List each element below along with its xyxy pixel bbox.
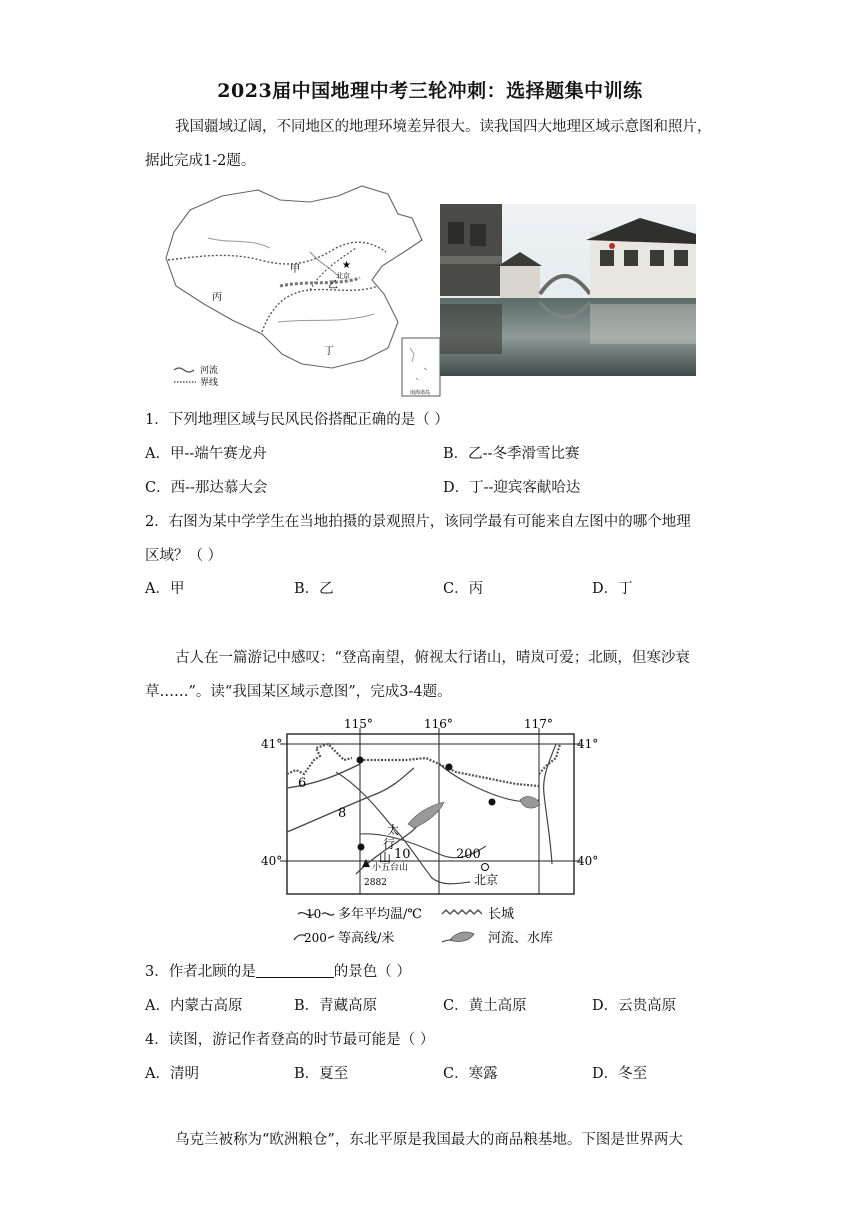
beijing-region-map	[256, 714, 608, 946]
question-1-option-a[interactable]: A．甲--端午赛龙舟	[145, 446, 267, 462]
intro-paragraph-1-line-2: 据此完成1-2题。	[145, 153, 256, 169]
legend-wall-label: 长城	[488, 907, 515, 922]
beijing-marker	[482, 864, 489, 871]
china-regions-map	[160, 182, 442, 400]
question-4-option-b[interactable]: B．夏至	[294, 1066, 349, 1082]
beijing-star-icon: ★	[342, 260, 351, 271]
label-jia: 甲	[290, 264, 300, 275]
legend-river-label: 河流	[200, 366, 219, 376]
question-1-option-b[interactable]: B．乙--冬季滑雪比赛	[443, 446, 580, 462]
lat-41-left-label: 41°	[261, 737, 283, 751]
question-4-option-a[interactable]: A．清明	[145, 1066, 199, 1082]
contour-200-label: 200	[456, 847, 481, 862]
lon-116-label: 116°	[424, 717, 453, 731]
taihang-label-3: 山	[379, 851, 392, 865]
town-marker-3	[489, 799, 496, 806]
question-4-option-d[interactable]: D．冬至	[592, 1066, 648, 1082]
question-3-answer-blank[interactable]	[256, 963, 334, 978]
question-3-option-a[interactable]: A．内蒙古高原	[145, 998, 243, 1014]
peak-name-label: 小五台山	[372, 863, 409, 873]
question-4-option-c[interactable]: C．寒露	[443, 1066, 498, 1082]
legend-river-line	[174, 368, 194, 372]
legend-isotherm-sample: 10	[306, 907, 322, 921]
taihang-label-1: 太	[387, 823, 400, 837]
question-3-stem	[145, 962, 720, 982]
legend-water-symbol	[450, 932, 474, 942]
isotherm-6-label: 6	[298, 776, 307, 791]
label-bing: 丙	[212, 292, 222, 303]
isotherm-10-label: 10	[394, 847, 411, 862]
label-ding: 丁	[324, 346, 334, 357]
inset-caption: 南海诸岛	[410, 390, 431, 396]
legend-boundary-label: 界线	[200, 378, 219, 388]
label-yi: 乙	[328, 280, 338, 291]
question-2-option-c[interactable]: C．丙	[443, 581, 484, 597]
peak-height-label: 2882	[364, 878, 387, 888]
lat-40-left-label: 40°	[261, 854, 283, 868]
question-3-option-d[interactable]: D．云贵高原	[592, 998, 677, 1014]
question-3-option-c[interactable]: C．黄土高原	[443, 998, 527, 1014]
question-2-stem-line-2: 区域？（ ）	[145, 548, 223, 564]
south-china-sea-inset	[402, 338, 440, 396]
question-2-option-b[interactable]: B．乙	[294, 581, 334, 597]
isotherm-8-label: 8	[338, 806, 347, 821]
question-1-stem: 1．下列地理区域与民风民俗搭配正确的是（ ）	[145, 412, 449, 428]
intro-paragraph-3-line-1: 乌克兰被称为“欧洲粮仓”，东北平原是我国最大的商品粮基地。下图是世界两大	[175, 1132, 683, 1148]
legend-water-label: 河流、水库	[488, 931, 554, 946]
question-1-option-d[interactable]: D．丁--迎宾客献哈达	[443, 480, 581, 496]
intro-paragraph-2-line-2: 草……”。读“我国某区域示意图”，完成3-4题。	[145, 684, 452, 700]
question-3-stem-end: 的景色（ ）	[333, 964, 411, 980]
question-2-option-d[interactable]: D．丁	[592, 581, 633, 597]
lon-115-label: 115°	[344, 717, 373, 731]
question-1-option-c[interactable]: C．西--那达慕大会	[145, 480, 268, 496]
intro-paragraph-1-line-1: 我国疆域辽阔，不同地区的地理环境差异很大。读我国四大地理区域示意图和照片，	[175, 119, 712, 135]
page-title: 2023届中国地理中考三轮冲刺：选择题集中训练	[217, 80, 643, 102]
town-marker-4	[358, 844, 365, 851]
beijing-label: 北京	[474, 873, 499, 887]
water-town-photo	[440, 204, 696, 376]
lat-40-right-label: 40°	[577, 854, 599, 868]
question-3-option-b[interactable]: B．青藏高原	[294, 998, 378, 1014]
label-beijing: 北京	[336, 272, 350, 280]
question-4-stem: 4．读图，游记作者登高的时节最可能是（ ）	[145, 1032, 435, 1048]
question-2-option-a[interactable]: A．甲	[145, 581, 185, 597]
question-2-stem-line-1: 2．右图为某中学学生在当地拍摄的景观照片，该同学最有可能来自左图中的哪个地理	[145, 514, 691, 530]
town-marker-2	[446, 764, 453, 771]
town-marker-1	[357, 757, 364, 764]
lon-117-label: 117°	[524, 717, 553, 731]
legend-great-wall-symbol	[442, 910, 482, 914]
taihang-label-2: 行	[383, 837, 396, 851]
legend-isotherm-label: 多年平均温/℃	[338, 907, 422, 922]
lat-41-right-label: 41°	[577, 737, 599, 751]
intro-paragraph-2-line-1: 古人在一篇游记中感叹：“登高南望，俯视太行诸山，晴岚可爱；北顾，但寒沙衰	[175, 650, 690, 666]
question-3-stem-start: 3．作者北顾的是	[145, 964, 256, 980]
legend-contour-label: 等高线/米	[338, 931, 395, 946]
legend-contour-sample: 200	[304, 931, 327, 945]
